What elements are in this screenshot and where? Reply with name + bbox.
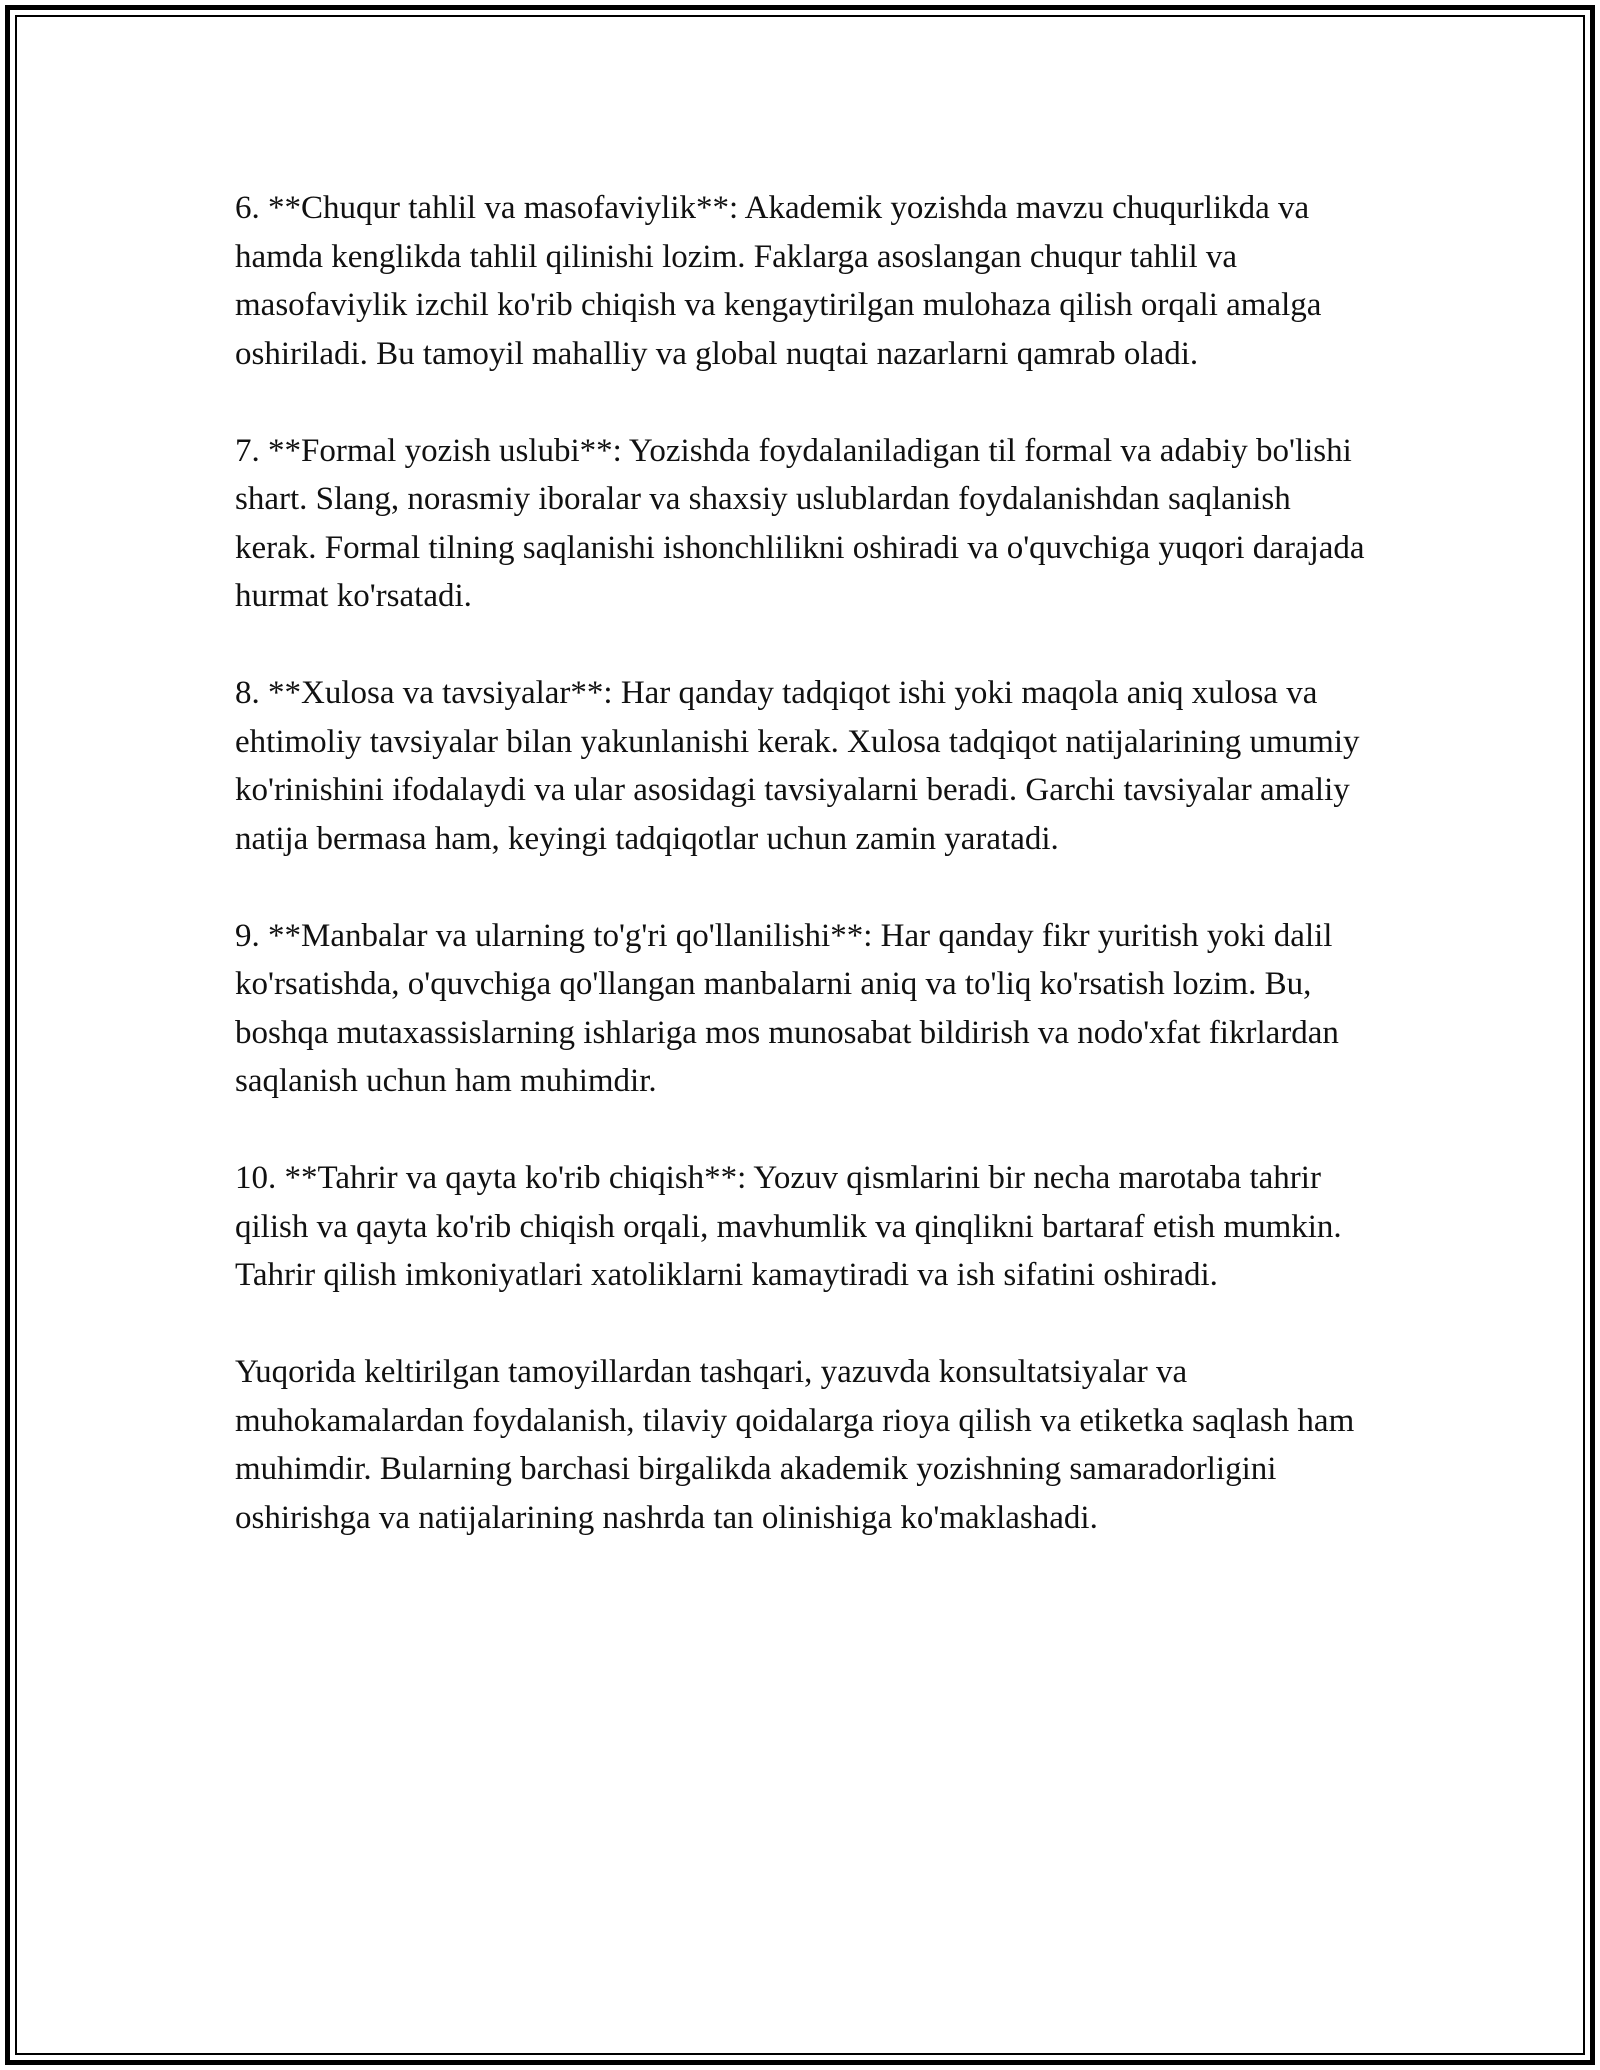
paragraph-closing-summary: Yuqorida keltirilgan tamoyillardan tashqari, yazuvda konsultatsiyalar va muhokamalardan foydalanish, tilaviy qoidalarga rioya qilish va etiketka saqlash ham muhimdir. Bularning barchasi birgalikda akademik yozishning samaradorligini oshirishga va natijalarining nashrda tan olinishiga ko'maklashadi. <box>235 1354 1355 1536</box>
paragraph-9-sources: 9. **Manbalar va ularning to'g'ri qo'llanilishi**: Har qanday fikr yuritish yoki dalil ko'rsatishda, o'quvchiga qo'llangan manbalarni aniq va to'liq ko'rsatish lozim. Bu, boshqa mutaxassislarning ishlariga mos munosabat bildirish va nodo'xfat fikrlardan saqlanish uchun ham muhimdir. <box>235 917 1339 1099</box>
paragraph-8-conclusions: 8. **Xulosa va tavsiyalar**: Har qanday tadqiqot ishi yoki maqola aniq xulosa va ehtimoliy tavsiyalar bilan yakunlanishi kerak. Xulosa tadqiqot natijalarining umumiy ko'rinishini ifodalaydi va ular asosidagi tavsiyalarni beradi. Garchi tavsiyalar amaliy natija bermasa ham, keyingi tadqiqotlar uchun zamin yaratadi. <box>235 675 1360 857</box>
paragraph-7-formal-style: 7. **Formal yozish uslubi**: Yozishda foydalaniladigan til formal va adabiy bo'lishi shart. Slang, norasmiy iboralar va shaxsiy uslublardan foydalanishdan saqlanish kerak. Formal tilning saqlanishi ishonchlilikni oshiradi va o'quvchiga yuqori darajada hurmat ko'rsatadi. <box>235 432 1365 614</box>
document-body <box>235 184 1375 1591</box>
paragraph-6-deep-analysis: 6. **Chuqur tahlil va masofaviylik**: Akademik yozishda mavzu chuqurlikda va hamda kenglikda tahlil qilinishi lozim. Faklarga asoslangan chuqur tahlil va masofaviylik izchil ko'rib chiqish va kengaytirilgan mulohaza qilish orqali amalga oshiriladi. Bu tamoyil mahalliy va global nuqtai nazarlarni qamrab oladi. <box>235 190 1322 372</box>
paragraph-10-editing: 10. **Tahrir va qayta ko'rib chiqish**: Yozuv qismlarini bir necha marotaba tahrir qilish va qayta ko'rib chiqish orqali, mavhumlik va qinqlikni bartaraf etish mumkin. Tahrir qilish imkoniyatlari xatoliklarni kamaytiradi va ish sifatini oshiradi. <box>235 1160 1342 1293</box>
